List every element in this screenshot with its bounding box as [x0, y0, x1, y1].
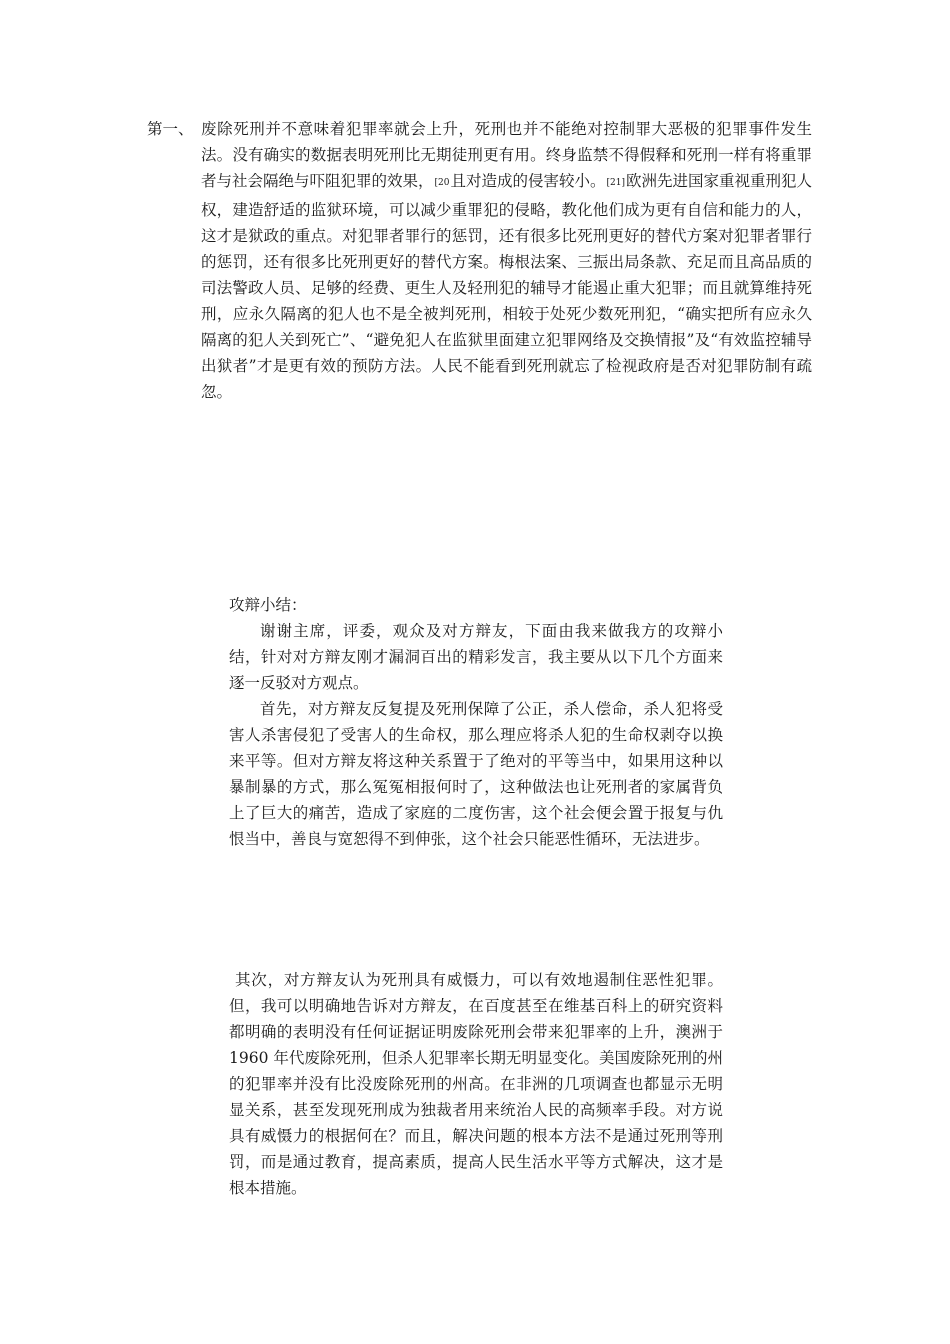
section-first-point [147, 116, 812, 405]
point-number: 第一、 [147, 120, 194, 138]
summary-paragraph-intro: 谢谢主席，评委，观众及对方辩友，下面由我来做我方的攻辩小结，针对对方辩友刚才漏洞百出的精彩发言，我主要从以下几个方面来逐一反驳对方观点。 [229, 622, 723, 692]
point-text-part-a: 废除死刑并不意味着犯罪率就会上升，死刑也并不能绝对控制罪大恶极的犯罪事件发生法。没有确实的数据表明死刑比无期徒刑更有用。终身监禁不得假释和死刑一样有将重罪者与社会隔绝与吓阻犯罪的效果， [201, 120, 812, 190]
point-body [201, 116, 812, 405]
summary-paragraph-first: 首先，对方辩友反复提及死刑保障了公正，杀人偿命，杀人犯将受害人杀害侵犯了受害人的生命权，那么理应将杀人犯的生命权剥夺以换来平等。但对方辩友将这种关系置于了绝对的平等当中，如果用这种以暴制暴的方式，那么冤冤相报何时了，这种做法也让死刑者的家属背负上了巨大的痛苦，造成了家庭的二度伤害，这个社会便会置于报复与仇恨当中，善良与宽恕得不到伸张，这个社会只能恶性循环，无法进步。 [229, 700, 723, 848]
summary-heading: 攻辩小结： [229, 596, 307, 614]
point-text-part-c: 欧洲先进国家重视重刑犯人权，建造舒适的监狱环境，可以减少重罪犯的侵略，教化他们成为更有自信和能力的人，这才是狱政的重点。对犯罪者罪行的惩罚，还有很多比死刑更好的替代方案对犯罪者罪行的惩罚，还有很多比死刑更好的替代方案。梅根法案、三振出局条款、充足而且高品质的司法警政人员、足够的经费、更生人及轻刑犯的辅导才能遏止重大犯罪；而且就算维持死刑，应永久隔离的犯人也不是全被判死刑，相较于处死少数死刑犯，“确实把所有应永久隔离的犯人关到死亡”、“避免犯人在监狱里面建立犯罪网络及交换情报”及“有效监控辅导出狱者”才是更有效的预防方法。人民不能看到死刑就忘了检视政府是否对犯罪防制有疏忽。 [201, 172, 812, 401]
footnote-ref-21[interactable]: [21] [606, 178, 625, 188]
footnote-ref-20[interactable]: [20 [434, 178, 450, 188]
section-debate-summary [229, 592, 723, 852]
section-second-argument [229, 967, 723, 1201]
summary-paragraph-second: 其次，对方辩友认为死刑具有威慑力，可以有效地遏制住恶性犯罪。但，我可以明确地告诉对方辩友，在百度甚至在维基百科上的研究资料都明确的表明没有任何证据证明废除死刑会带来犯罪率的上升，澳洲于 1960 年代废除死刑，但杀人犯罪率长期无明显变化。美国废除死刑的州的犯罪率并没有比没废除死刑的州高。在非洲的几项调查也都显示无明显关系，甚至发现死刑成为独裁者用来统治人民的高频率手段。对方说具有威慑力的根据何在？而且，解决问题的根本方法不是通过死刑等刑罚，而是通过教育，提高素质，提高人民生活水平等方式解决，这才是根本措施。 [229, 971, 723, 1197]
point-text-part-b: 且对造成的侵害较小。 [450, 172, 606, 190]
